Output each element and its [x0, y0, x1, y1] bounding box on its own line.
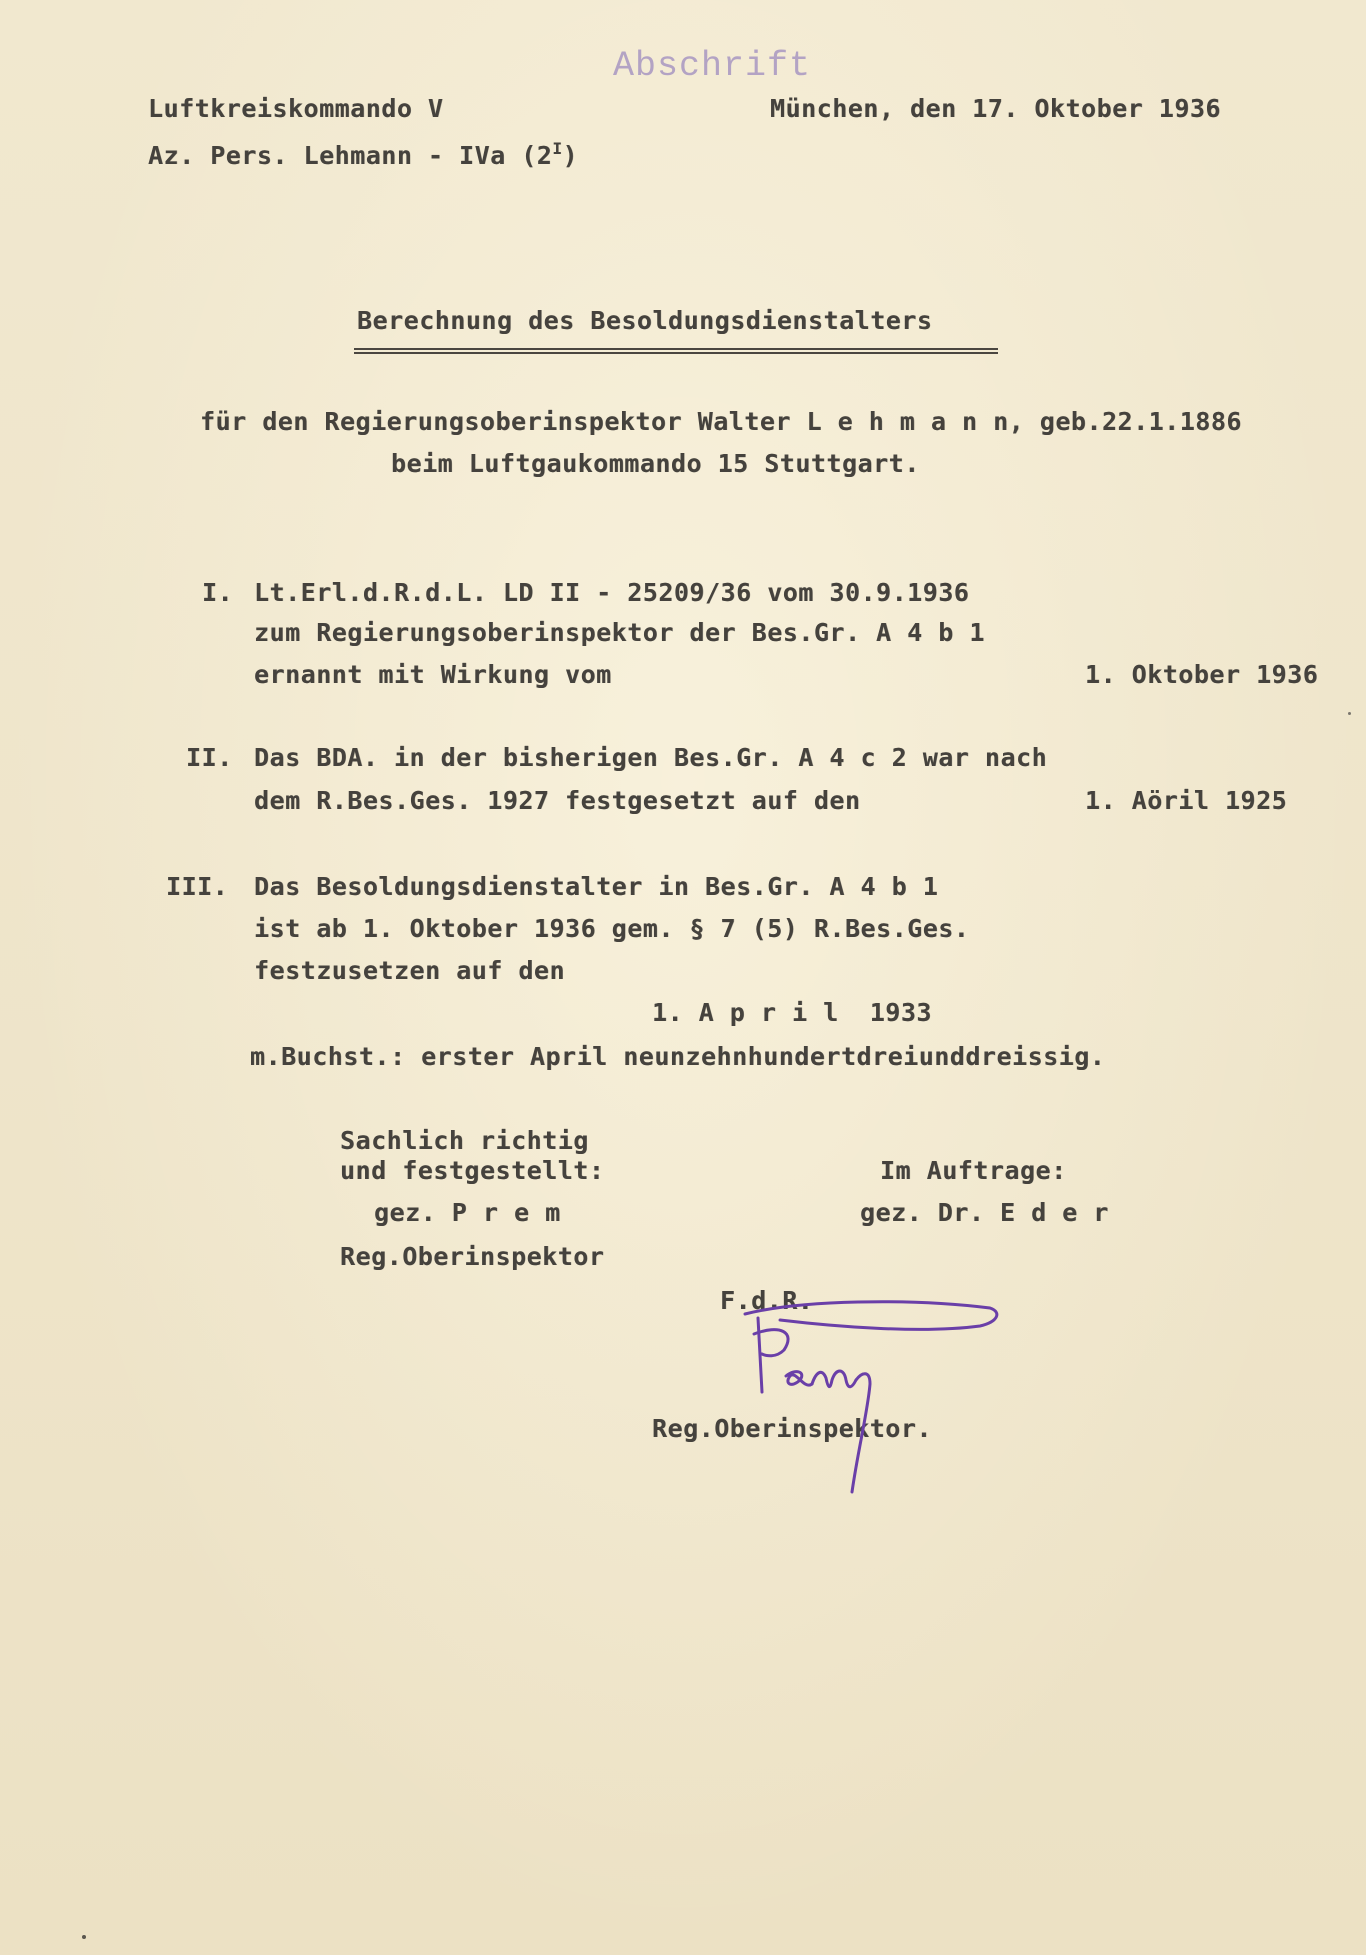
section-3-date: 1. A p r i l 1933	[652, 998, 932, 1027]
section-3-date-in-words: m.Buchst.: erster April neunzehnhundertdreiunddreissig.	[250, 1042, 1106, 1071]
sig-left-line-1: Sachlich richtig	[340, 1126, 589, 1155]
sender: Luftkreiskommando V	[148, 94, 444, 123]
section-2-line-2: dem R.Bes.Ges. 1927 festgesetzt auf den	[254, 786, 861, 815]
section-1-date: 1. Oktober 1936	[1085, 660, 1319, 689]
section-2-numeral: II.	[186, 743, 233, 772]
sig-left-name: gez. P r e m	[374, 1198, 561, 1227]
paper-speck	[82, 1935, 86, 1939]
section-3-line-1: Das Besoldungsdienstalter in Bes.Gr. A 4 b 1	[254, 872, 939, 901]
reference-close: )	[562, 141, 579, 170]
place-date: München, den 17. Oktober 1936	[770, 94, 1221, 123]
document-title: Berechnung des Besoldungsdienstalters	[357, 306, 933, 335]
sig-left-role: Reg.Oberinspektor	[340, 1242, 605, 1271]
section-1-line-3: ernannt mit Wirkung vom	[254, 660, 612, 689]
section-1-line-2: zum Regierungsoberinspektor der Bes.Gr. A 4 b 1	[254, 618, 985, 647]
section-2-date: 1. Aöril 1925	[1085, 786, 1288, 815]
sig-right-line-1: Im Auftrage:	[880, 1156, 1067, 1185]
fdr-label: F.d.R.	[720, 1286, 814, 1315]
section-1-numeral: I.	[202, 578, 234, 607]
section-2-line-1: Das BDA. in der bisherigen Bes.Gr. A 4 c 2 war nach	[254, 743, 1048, 772]
reference-superscript: I	[552, 139, 563, 158]
title-underline	[354, 348, 998, 354]
section-3-line-3: festzusetzen auf den	[254, 956, 566, 985]
reference-text: Az. Pers. Lehmann - IVa (2	[148, 141, 553, 170]
reference-line	[148, 141, 578, 168]
section-3-line-2: ist ab 1. Oktober 1936 gem. § 7 (5) R.Bes.Ges.	[254, 914, 970, 943]
abschrift-stamp: Abschrift	[613, 46, 812, 86]
subject-line-1: für den Regierungsoberinspektor Walter L e h m a n n, geb.22.1.1886	[200, 407, 1242, 436]
sig-right-name: gez. Dr. E d e r	[860, 1198, 1109, 1227]
section-1-line-1: Lt.Erl.d.R.d.L. LD II - 25209/36 vom 30.9.1936	[254, 578, 970, 607]
paper-speck	[1348, 712, 1351, 715]
fdr-role: Reg.Oberinspektor.	[652, 1414, 932, 1443]
handwritten-signature	[740, 1280, 1010, 1510]
sig-left-line-2: und festgestellt:	[340, 1156, 605, 1185]
section-3-numeral: III.	[166, 872, 229, 901]
subject-line-2: beim Luftgaukommando 15 Stuttgart.	[391, 449, 920, 478]
